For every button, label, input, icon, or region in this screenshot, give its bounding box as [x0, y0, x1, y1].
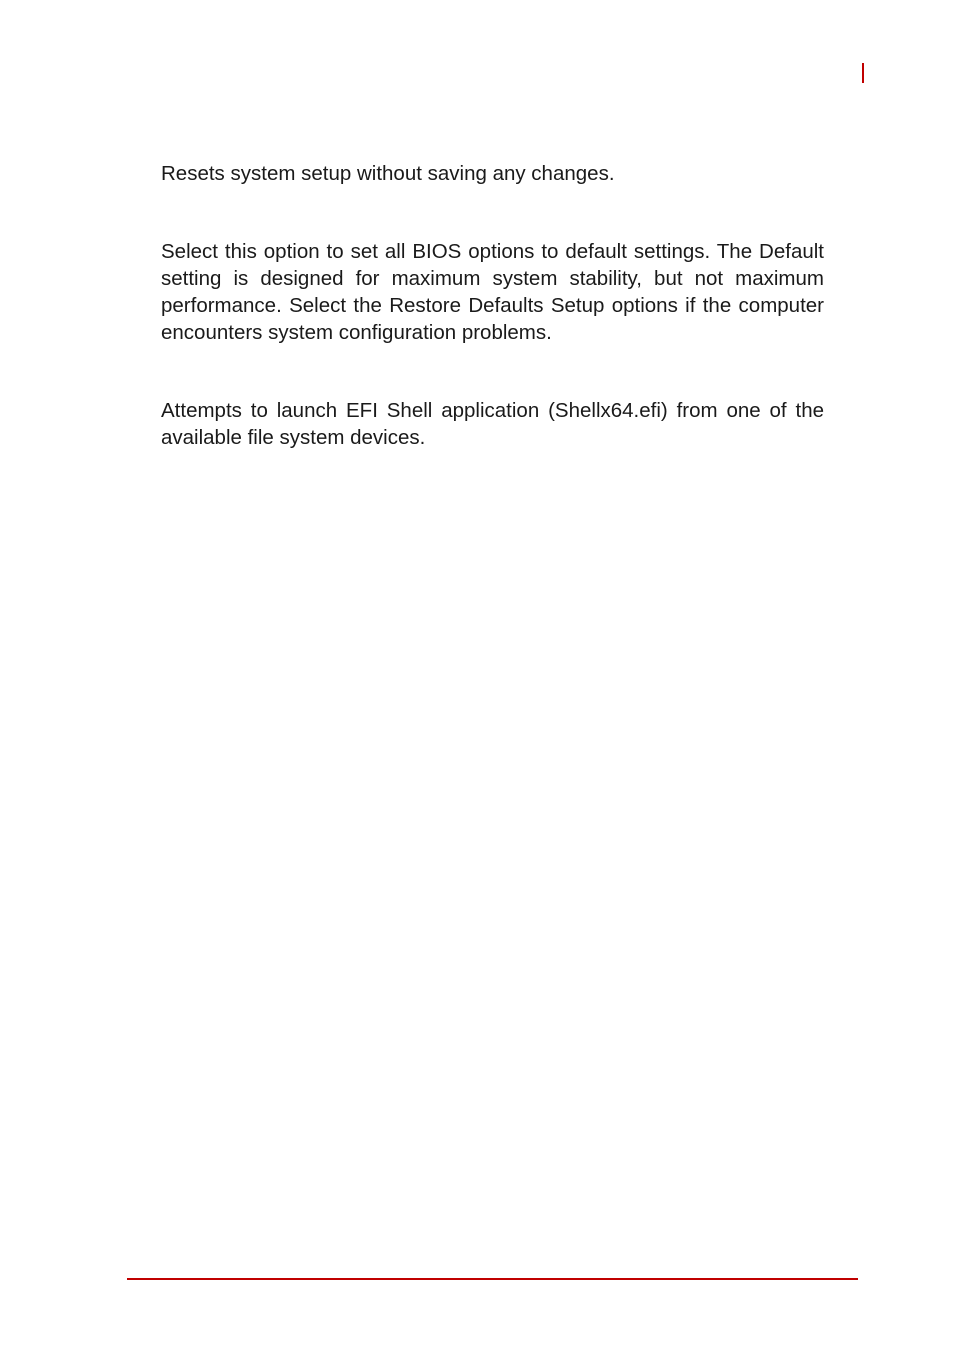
paragraph-launch-efi-shell: Attempts to launch EFI Shell application (Shellx64.efi) from one of the available file system devices. [161, 399, 824, 449]
paragraph-restore-defaults: Select this option to set all BIOS options to default settings. The Default setting is designed for maximum system stability, but not maximum performance. Select the Restore Defaults Setup options if the computer encounters system configuration problems. [161, 240, 824, 344]
header-marker [862, 63, 864, 83]
paragraph-discard-changes: Resets system setup without saving any changes. [161, 162, 615, 185]
footer-rule [127, 1278, 858, 1280]
